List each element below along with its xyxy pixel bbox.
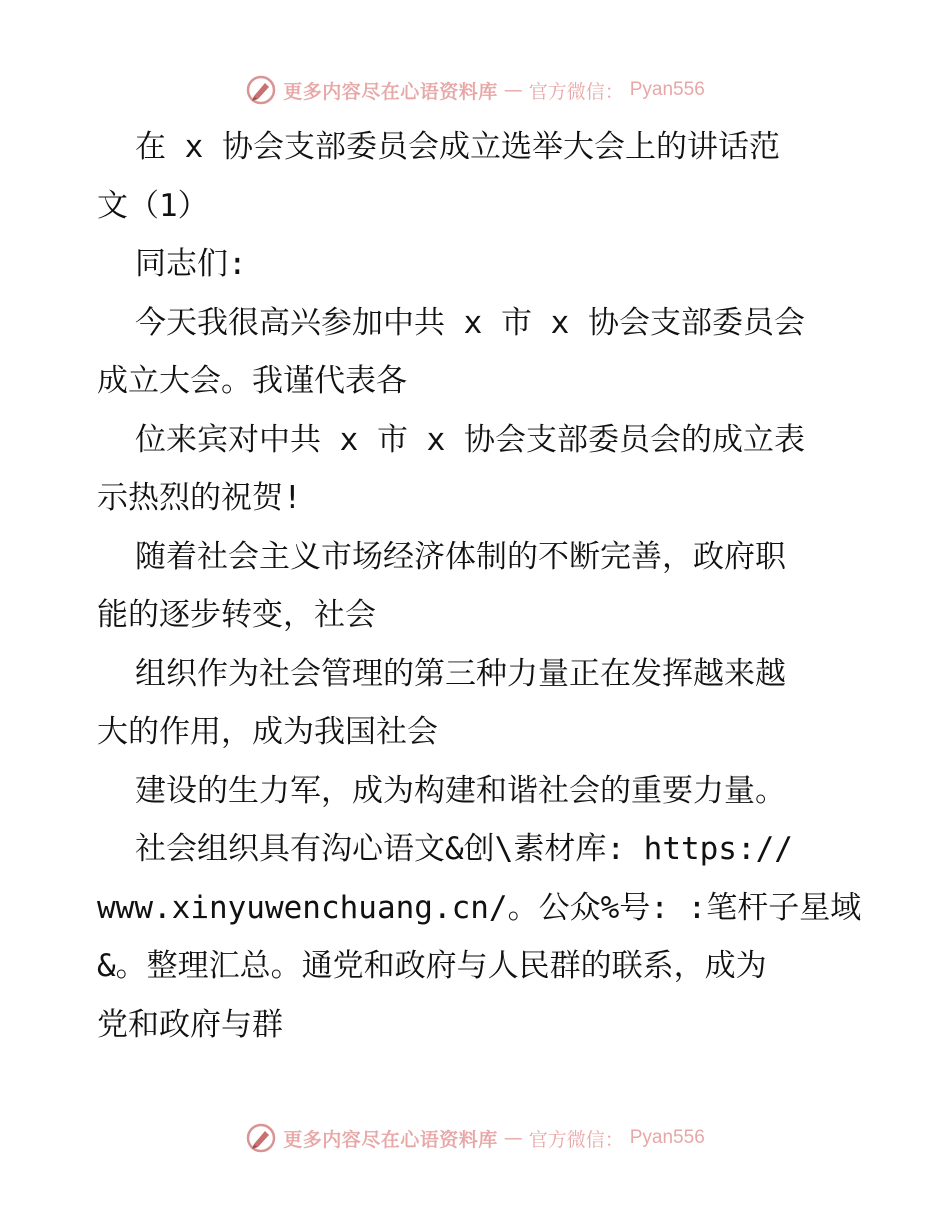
paragraph-line: &。整理汇总。通党和政府与人民群的联系，成为 <box>97 948 767 984</box>
header-watermark <box>0 70 950 110</box>
watermark-label: 官方微信： <box>528 1128 624 1151</box>
watermark-text: 更多内容尽在心语资料库 <box>283 1128 498 1151</box>
paragraph-line: 成立大会。我谨代表各 <box>97 363 407 399</box>
watermark-label: 官方微信： <box>528 80 624 103</box>
paragraph-line: www.xinyuwenchuang.cn/。公众%号: :笔杆子星域 <box>97 889 862 926</box>
title-line-1: 在 x 协会支部委员会成立选举大会上的讲话范 <box>135 129 780 165</box>
title-line-2: 文（1） <box>97 187 209 224</box>
watermark-group <box>245 74 705 106</box>
pen-logo-icon <box>245 1122 277 1154</box>
watermark-separator: — <box>503 1127 523 1149</box>
salutation: 同志们: <box>135 246 247 282</box>
watermark-wechat-id: Pyan556 <box>629 79 705 100</box>
watermark-text: 更多内容尽在心语资料库 <box>283 80 498 103</box>
document-body <box>97 118 862 1054</box>
paragraph-line: 组织作为社会管理的第三种力量正在发挥越来越 <box>135 655 786 692</box>
paragraph-line: 示热烈的祝贺! <box>97 480 302 516</box>
paragraph-line: 大的作用，成为我国社会 <box>97 714 438 750</box>
paragraph-line: 能的逐步转变，社会 <box>97 597 376 633</box>
paragraph-line: 社会组织具有沟心语文&创\素材库: https:// <box>135 831 793 867</box>
watermark-group <box>245 1122 705 1154</box>
paragraph-line: 随着社会主义市场经济体制的不断完善，政府职 <box>135 538 786 575</box>
footer-watermark <box>0 1118 950 1158</box>
watermark-wechat-id: Pyan556 <box>629 1127 705 1148</box>
paragraph-line: 位来宾对中共 x 市 x 协会支部委员会的成立表 <box>135 421 805 458</box>
paragraph-line: 今天我很高兴参加中共 x 市 x 协会支部委员会 <box>135 304 805 341</box>
paragraph-line: 党和政府与群 <box>97 1006 283 1043</box>
watermark-separator: — <box>503 79 523 101</box>
paragraph-line: 建设的生力军，成为构建和谐社会的重要力量。 <box>135 772 786 809</box>
pen-logo-icon <box>245 74 277 106</box>
